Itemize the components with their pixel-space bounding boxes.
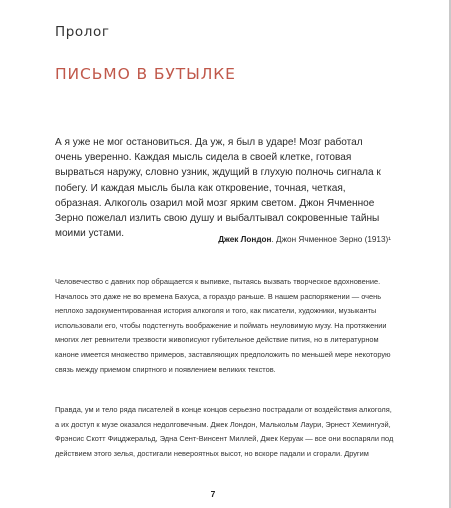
body-paragraph: Человечество с давних пор обращается к выпивке, пытаясь вызвать творческое вдохновение. Началось это даже не во времена Бахуса, а гораздо раньше. В нашем распоряжении — очень неплохо задокументированная история алкоголя и того, как писатели, художники, музыканты использовали его, чтобы подстегнуть воображение и поймать неуловимую музу. На протяжении многих лет ревнители трезвости живописуют губительное действие пития, но в литературном каноне имеется множество примеров, заставляющих предположить по меньшей мере некоторую связь между приемом спиртного и появлением великих текстов. <box>55 277 391 374</box>
epigraph-attribution <box>218 235 391 244</box>
chapter-label: Пролог <box>55 24 110 40</box>
epigraph-source: . Джон Ячменное Зерно (1913)¹ <box>271 235 391 244</box>
body-paragraph: Правда, ум и тело ряда писателей в конце концов серьезно пострадали от воздействия алкоголя, а их доступ к музе оказался недолговечным. Джек Лондон, Малькольм Лаури, Эрнест Хемингуэй, Фрэнсис Скотт Фицджеральд, Эдна Сент-Винсент Миллей, Джек Керуак — все они воспаряли под действием этого зелья, достигали невероятных высот, но вскоре падали и сгорали. Другим <box>55 405 394 458</box>
epigraph-text: А я уже не мог остановиться. Да уж, я был в ударе! Мозг работал очень уверенно. Каждая мысль сидела в своей клетке, готовая вырваться наружу, словно узник, ждущий в глухую полночь сигнала к побегу. И каждая мысль была как откровение, точная, четкая, образная. Алкоголь озарил мой мозг ярким светом. Джон Ячменное Зерно пожелал излить свою душу и выбалтывал сокровенные тайны моими устами. <box>55 137 381 240</box>
chapter-title: ПИСЬМО В БУТЫЛКЕ <box>55 65 236 83</box>
epigraph-author: Джек Лондон <box>218 235 272 244</box>
page-number: 7 <box>210 489 216 499</box>
